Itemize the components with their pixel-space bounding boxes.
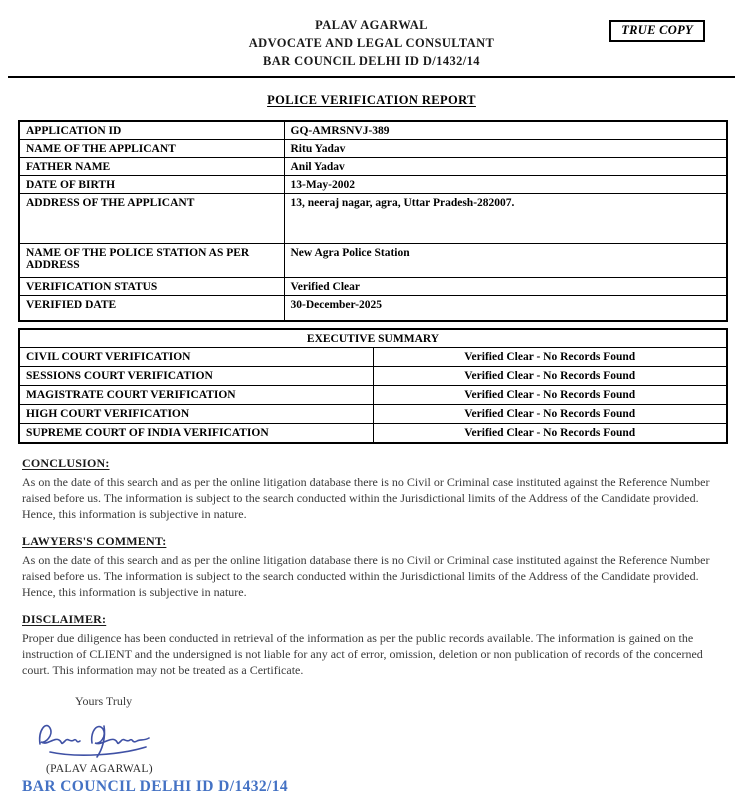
detail-value: GQ-AMRSNVJ-389 bbox=[284, 121, 727, 140]
bar-council-id: BAR COUNCIL DELHI ID D/1432/14 bbox=[263, 54, 480, 68]
table-row bbox=[19, 367, 727, 386]
detail-label: DATE OF BIRTH bbox=[19, 176, 284, 194]
detail-value: Verified Clear bbox=[284, 278, 727, 296]
summary-value: Verified Clear - No Records Found bbox=[373, 348, 727, 367]
signatory-name: (PALAV AGARWAL) bbox=[46, 762, 153, 775]
advocate-name: PALAV AGARWAL bbox=[315, 18, 428, 32]
table-row bbox=[19, 158, 727, 176]
disclaimer-body: Proper due diligence has been conducted in retrieval of the information as per the public records available. The information is gained on the instruction of CLIENT and the undersigned is not liable for any act of error, omission, deletion or non publication of records of the concerned court. This information may not be treated as a Certificate. bbox=[22, 630, 703, 677]
table-row bbox=[19, 296, 727, 321]
disclaimer-heading: DISCLAIMER: bbox=[22, 611, 107, 626]
advocate-title: ADVOCATE AND LEGAL CONSULTANT bbox=[248, 36, 495, 50]
summary-label: SUPREME COURT OF INDIA VERIFICATION bbox=[19, 424, 373, 443]
lawyers-comment-section bbox=[22, 534, 725, 600]
summary-value: Verified Clear - No Records Found bbox=[373, 405, 727, 424]
conclusion-heading: CONCLUSION: bbox=[22, 455, 110, 470]
table-row bbox=[19, 348, 727, 367]
detail-value: 30-December-2025 bbox=[284, 296, 727, 321]
detail-label: NAME OF THE APPLICANT bbox=[19, 140, 284, 158]
detail-value: Ritu Yadav bbox=[284, 140, 727, 158]
table-row bbox=[19, 140, 727, 158]
detail-value: Anil Yadav bbox=[284, 158, 727, 176]
header-divider bbox=[8, 76, 735, 78]
conclusion-body: As on the date of this search and as per the online litigation database there is no Civil or Criminal case instituted against the Reference Number raised before us. The information is subject to the search conducted within the Jurisdictional limits of the Address of the Candidate provided. Hence, this information is subjective in nature. bbox=[22, 474, 710, 521]
detail-label: APPLICATION ID bbox=[19, 121, 284, 140]
lawyers-comment-heading: LAWYERS'S COMMENT: bbox=[22, 533, 167, 548]
detail-value: 13, neeraj nagar, agra, Uttar Pradesh-282007. bbox=[284, 194, 727, 244]
conclusion-section bbox=[22, 456, 725, 522]
executive-summary-header bbox=[19, 329, 727, 348]
summary-label: CIVIL COURT VERIFICATION bbox=[19, 348, 373, 367]
table-row bbox=[19, 244, 727, 278]
summary-label: HIGH COURT VERIFICATION bbox=[19, 405, 373, 424]
applicant-details-table bbox=[18, 120, 728, 322]
summary-value: Verified Clear - No Records Found bbox=[373, 386, 727, 405]
table-row bbox=[19, 121, 727, 140]
executive-summary-table bbox=[18, 328, 728, 444]
detail-value: New Agra Police Station bbox=[284, 244, 727, 278]
summary-value: Verified Clear - No Records Found bbox=[373, 424, 727, 443]
report-title: POLICE VERIFICATION REPORT bbox=[267, 93, 476, 107]
detail-label: VERIFICATION STATUS bbox=[19, 278, 284, 296]
lawyers-comment-body: As on the date of this search and as per the online litigation database there is no Civil or Criminal case instituted against the Reference Number raised before us. The information is subject to the search conducted within the Jurisdictional limits of the Address of the Candidate provided. Hence, this information is subjective in nature. bbox=[22, 552, 710, 599]
detail-label: NAME OF THE POLICE STATION AS PER ADDRESS bbox=[19, 244, 284, 278]
table-row bbox=[19, 424, 727, 443]
executive-summary-title: EXECUTIVE SUMMARY bbox=[19, 329, 727, 348]
true-copy-stamp: TRUE COPY bbox=[609, 20, 705, 42]
handwritten-signature bbox=[32, 713, 162, 763]
detail-label: ADDRESS OF THE APPLICANT bbox=[19, 194, 284, 244]
table-row bbox=[19, 194, 727, 244]
footer-bar-council-id: BAR COUNCIL DELHI ID D/1432/14 bbox=[22, 777, 289, 795]
detail-label: VERIFIED DATE bbox=[19, 296, 284, 321]
closing-text: Yours Truly bbox=[75, 693, 133, 708]
table-row bbox=[19, 405, 727, 424]
summary-value: Verified Clear - No Records Found bbox=[373, 367, 727, 386]
table-row bbox=[19, 176, 727, 194]
table-row bbox=[19, 278, 727, 296]
table-row bbox=[19, 386, 727, 405]
summary-label: MAGISTRATE COURT VERIFICATION bbox=[19, 386, 373, 405]
disclaimer-section bbox=[22, 612, 725, 678]
detail-value: 13-May-2002 bbox=[284, 176, 727, 194]
summary-label: SESSIONS COURT VERIFICATION bbox=[19, 367, 373, 386]
detail-label: FATHER NAME bbox=[19, 158, 284, 176]
